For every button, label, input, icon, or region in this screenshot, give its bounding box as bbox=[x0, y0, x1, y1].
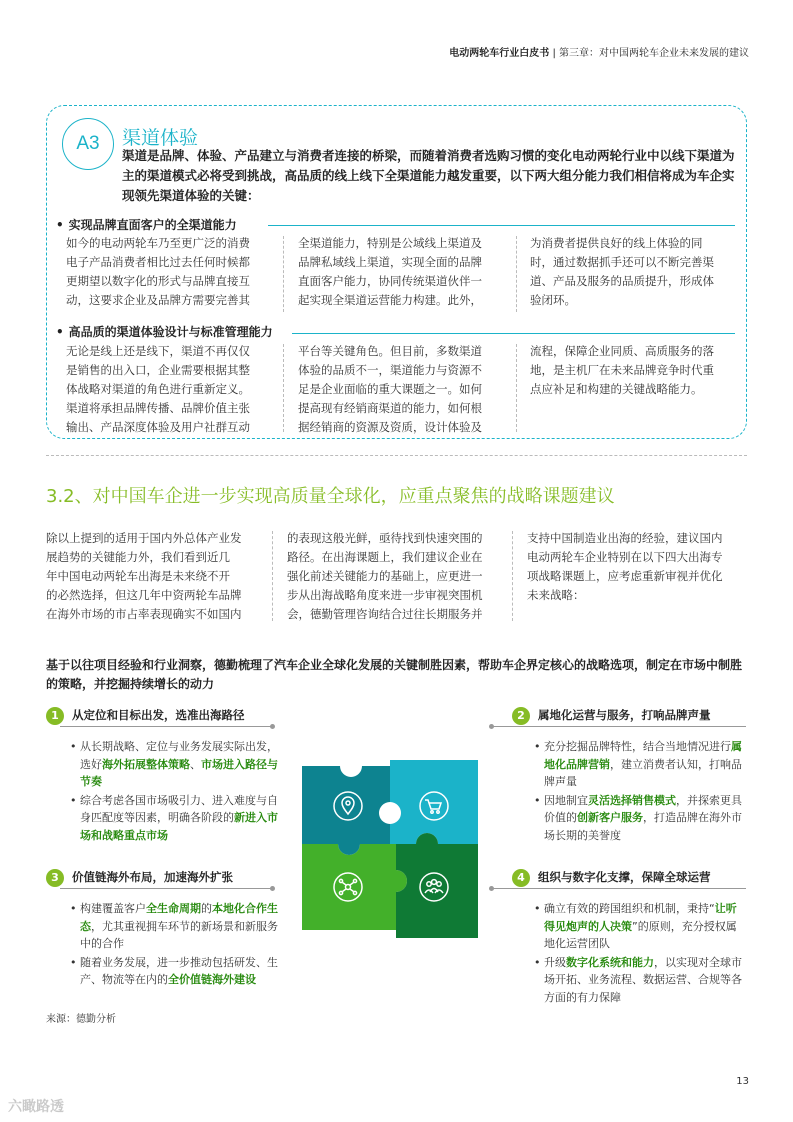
a3-section-rule-1 bbox=[268, 225, 735, 226]
connector-dot bbox=[489, 886, 494, 891]
a3-s2-col-2: 平台等关键角色。但目前，多数渠道 体验的品质不一，渠道能力与资源不 足是企业面临的重大课题之一。如何 提高现有经销商渠道的能力，如何根 据经销商的资源及资质，设计体验及 bbox=[298, 344, 482, 434]
highlight-text: 新进入市场和战略重点市场 bbox=[80, 811, 278, 842]
bullet-item: • 构建覆盖客户全生命周期的本地化合作生态，尤其重视拥车环节的新场景和新服务中的合作 bbox=[70, 900, 280, 953]
a3-s1-col-3: 为消费者提供良好的线上体验的同 时，通过数据抓手还可以不断完善渠 道、产品及服务的品质提升，形成体 验闭环。 bbox=[530, 236, 714, 307]
highlight-text: 海外拓展整体策略 bbox=[102, 757, 190, 771]
page-number: 13 bbox=[736, 1076, 749, 1087]
a3-title: 渠道体验 bbox=[122, 127, 199, 149]
a3-badge: A3 bbox=[62, 118, 114, 170]
highlight-text: 全生命周期 bbox=[146, 902, 201, 915]
quadrant-2-number: 2 bbox=[512, 707, 530, 725]
section-divider bbox=[46, 455, 747, 456]
quadrant-3-number: 3 bbox=[46, 869, 64, 887]
column-divider bbox=[272, 531, 273, 621]
quadrant-3-rule bbox=[60, 888, 272, 889]
puzzle-graphic bbox=[298, 752, 482, 942]
quadrant-4-bullets bbox=[534, 900, 744, 1007]
column-divider bbox=[512, 531, 513, 621]
quadrant-3-title: 价值链海外布局，加速海外扩张 bbox=[72, 870, 233, 884]
running-header bbox=[449, 44, 749, 59]
highlight-text: 市场进入路径与节奏 bbox=[80, 757, 278, 788]
connector-dot bbox=[270, 724, 275, 729]
quadrant-3-bullets bbox=[70, 900, 280, 990]
header-separator: | bbox=[549, 48, 559, 59]
quadrant-2-title: 属地化运营与服务，打响品牌声量 bbox=[538, 708, 711, 722]
strategy-lead-text: 基于以往项目经验和行业洞察，德勤梳理了汽车企业全球化发展的关键制胜因素，帮助车企界定核心的战略选项，制定在市场中制胜的策略，并挖掘持续增长的动力 bbox=[46, 658, 743, 691]
header-report-title: 电动两轮车行业白皮书 bbox=[449, 48, 550, 59]
bullet-item: • 随着业务发展，进一步推动包括研发、生产、物流等在内的全价值链海外建设 bbox=[70, 954, 280, 989]
source-note: 来源：德勤分析 bbox=[46, 1014, 116, 1025]
puzzle-piece-top-right bbox=[390, 760, 478, 844]
quadrant-4-rule bbox=[492, 888, 746, 889]
a3-s1-col-1: 如今的电动两轮车乃至更广泛的消费 电子产品消费者相比过去任何时候都 更期望以数字化的形式与品牌直接互 动，这要求企业及品牌方需要完善其 bbox=[66, 236, 250, 307]
a3-s2-col-3: 流程，保障企业同质、高质服务的落 地，是主机厂在未来品牌竞争时代重 点应补足和构建的关键战略能力。 bbox=[530, 344, 714, 396]
quadrant-1-bullets bbox=[70, 738, 280, 845]
bullet-item: • 充分挖掘品牌特性，结合当地情况进行属地化品牌营销，建立消费者认知，打响品牌声量 bbox=[534, 738, 744, 791]
quadrant-2-bullets bbox=[534, 738, 744, 845]
a3-section-title-2: • 高品质的渠道体验设计与标准管理能力 bbox=[56, 323, 273, 340]
column-divider bbox=[516, 236, 517, 312]
quadrant-2-rule bbox=[492, 726, 746, 727]
column-divider bbox=[283, 236, 284, 312]
highlight-text: 数字化系统和能力 bbox=[566, 955, 654, 969]
bullet-item: • 因地制宜灵活选择销售模式，并探索更具价值的创新客户服务，打造品牌在海外市场长期的美誉度 bbox=[534, 792, 744, 845]
a3-s2-col-1: 无论是线上还是线下，渠道不再仅仅 是销售的出入口，企业需要根据其整 体战略对渠道的角色进行重新定义。 渠道将承担品牌传播、品牌价值主张 输出、产品深度体验及用户社群互动 bbox=[66, 344, 250, 434]
puzzle-piece-bottom-left bbox=[302, 844, 407, 930]
a3-intro: 渠道是品牌、体验、产品建立与消费者连接的桥梁，而随着消费者选购习惯的变化电动两轮行业中以线下渠道为主的渠道模式必将受到挑战，高品质的线上线下全渠道能力越发重要，以下两大组分能力我们相信将成为车企实现领先渠道体验的关键： bbox=[122, 148, 735, 203]
a3-section-rule-2 bbox=[292, 333, 735, 334]
column-divider bbox=[516, 344, 517, 432]
highlight-text: 属地化品牌营销 bbox=[544, 740, 742, 771]
s32-col-3: 支持中国制造业出海的经验，建议国内 电动两轮车企业特别在以下四大出海专 项战略课题上，应考虑重新审视并优化 未来战略： bbox=[527, 531, 723, 602]
header-chapter: 第三章：对中国两轮车企业未来发展的建议 bbox=[559, 48, 749, 59]
connector-dot bbox=[270, 886, 275, 891]
s32-col-1: 除以上提到的适用于国内外总体产业发 展趋势的关键能力外，我们看到近几 年中国电动两轮车出海是未来绕不开 的必然选择，但这几年中资两轮车品牌 在海外市场的市占率表现确实不如国内 bbox=[46, 531, 242, 621]
highlight-text: 灵活选择销售模式 bbox=[588, 793, 676, 807]
bullet-item: • 综合考虑各国市场吸引力、进入难度与自身匹配度等因素，明确各阶段的新进入市场和战略重点市场 bbox=[70, 792, 280, 845]
bullet-item: • 确立有效的跨国组织和机制，秉持“让听得见炮声的人决策”的原则，充分授权属地化运营团队 bbox=[534, 900, 744, 953]
highlight-text: 本地化合作生态 bbox=[80, 902, 278, 933]
bullet-item: • 升级数字化系统和能力，以实现对全球市场开拓、业务流程、数据运营、合规等各方面的有力保障 bbox=[534, 954, 744, 1007]
a3-s1-col-2: 全渠道能力，特别是公域线上渠道及 品牌私域线上渠道，实现全面的品牌 直面客户能力，协同传统渠道伙伴一 起实现全渠道运营能力构建。此外， bbox=[298, 236, 482, 307]
column-divider bbox=[283, 344, 284, 432]
bullet-item: • 从长期战略、定位与业务发展实际出发，选好海外拓展整体策略、市场进入路径与节奏 bbox=[70, 738, 280, 791]
quadrant-4-title: 组织与数字化支撑，保障全球运营 bbox=[538, 870, 711, 884]
s32-col-2: 的表现这般光鲜，亟待找到快速突围的 路径。在出海课题上，我们建议企业在 强化前述关键能力的基础上，应更进一 步从出海战略角度来进一步审视突围机 会，德勤管理咨询结合过往长期服务并 bbox=[287, 531, 483, 621]
highlight-text: 让听得见炮声的人决策 bbox=[544, 902, 737, 933]
quadrant-1-title: 从定位和目标出发，选准出海路径 bbox=[72, 708, 245, 722]
highlight-text: 创新客户服务 bbox=[577, 811, 643, 824]
connector-dot bbox=[489, 724, 494, 729]
quadrant-1-rule bbox=[60, 726, 272, 727]
quadrant-1-number: 1 bbox=[46, 707, 64, 725]
highlight-text: 全价值链海外建设 bbox=[168, 973, 256, 986]
quadrant-4-number: 4 bbox=[512, 869, 530, 887]
a3-section-title-1: • 实现品牌直面客户的全渠道能力 bbox=[56, 216, 237, 233]
watermark-logo: 六瞰路透 bbox=[8, 1099, 64, 1115]
section-heading-3-2: 3.2、对中国车企进一步实现高质量全球化，应重点聚焦的战略课题建议 bbox=[46, 486, 615, 507]
